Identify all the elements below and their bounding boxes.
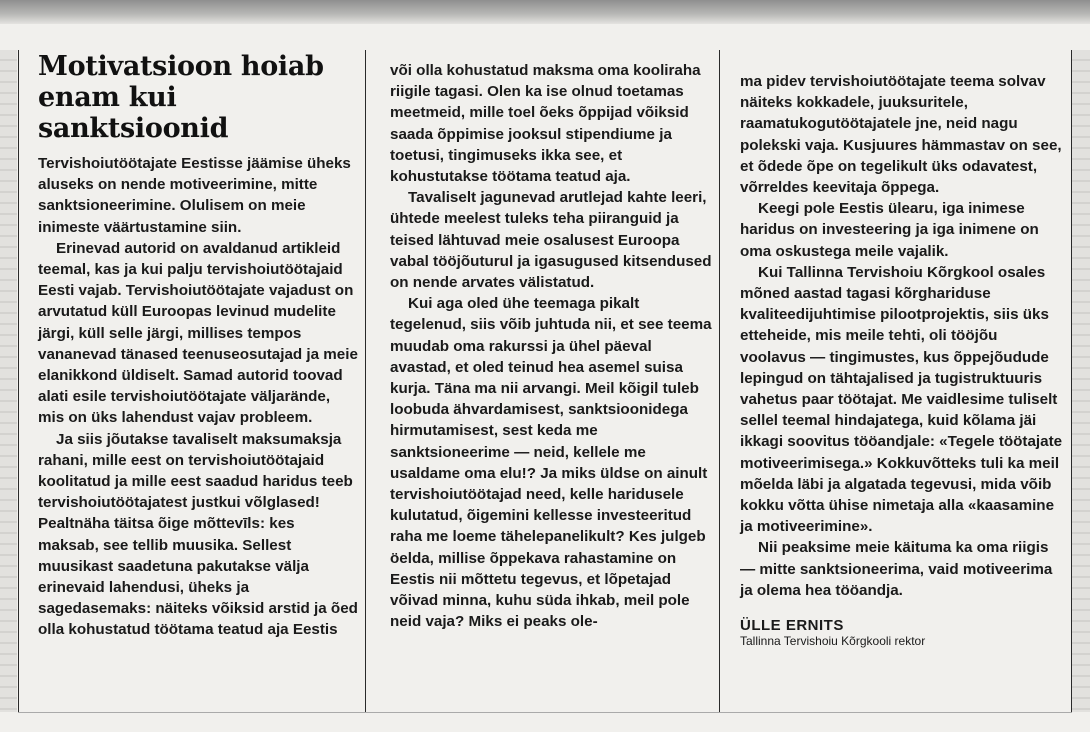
scan-top-band — [0, 0, 1090, 24]
body-paragraph: Erinevad autorid on avaldanud artikleid teemal, kas ja kui palju tervishoiutöötajaid Eesti vajab. Tervishoiutöötajate vajadust on arvutatud küll Euroopas levinud mudelite järgi, küll selle järgi, millises tempos vananevad tänased teenuseosutajad ja meie elanikkond üldiselt. Samad autorid toovad alati esile tervishoiutöötajate väljarände, mis on üks lahendust vajav probleem. — [38, 239, 358, 427]
author-name: ÜLLE ERNITS — [740, 617, 844, 635]
body-paragraph: Kui Tallinna Tervishoiu Kõrgkool osales mõned aastad tagasi kõrghariduse kvaliteedijuhtimise pilootprojektis, siis üks etteheide, mis meile tehti, oli tööjõu voolavus — tingimustes, kus õppejõudude lepingud on tähtajalised ja tugistruktuuris vahetus paar töötajat. Me vaidlesime tuliselt sellel teemal hindajatega, kuid kõlama jäi ikkagi soovitus tööandjale: «Tegele töötajate motiveerimisega.» Kokkuvõtteks tuli ka meil mõelda läbi ja algatada tegevusi, mida võib kokku võtta ühise nimetaja alla «kaasamine ja motiveerimine». — [740, 263, 1063, 536]
body-paragraph: Nii peaksime meie käituma ka oma riigis — mitte sanktsioneerima, vaid motiveerima ja olema hea tööandja. — [740, 539, 1053, 599]
column-rule — [18, 50, 19, 712]
article-column-2 — [390, 60, 712, 632]
article-column-1 — [38, 51, 358, 641]
article-column-3 — [740, 71, 1066, 649]
adjacent-article-edge-left — [0, 50, 17, 712]
body-paragraph: Tavaliselt jagunevad arutlejad kahte leeri, ühtede meelest tuleks teha piiranguid ja teised lähtuvad meie osalusest Euroopa vabal tööjõuturul ja igasugused kitsendused on nende arvates välistatud. — [390, 189, 712, 292]
adjacent-article-edge-right — [1072, 50, 1090, 712]
column-rule — [1071, 50, 1072, 712]
column-rule — [719, 50, 720, 712]
bottom-rule — [18, 712, 1072, 713]
newspaper-clipping — [0, 24, 1090, 732]
body-paragraph: Kui aga oled ühe teemaga pikalt tegelenud, siis võib juhtuda nii, et see teema muudab oma rakurssi ja ühel päeval avastad, et oled teinud hea asemel suisa kurja. Täna ma nii arvangi. Meil kõigil tuleb loobuda ähvardamisest, sanktsioonidega hirmutamisest, sest keda me sanktsioneerime — neid, kellele me usaldame oma elu!? Ja miks üldse on ainult tervishoiutöötajad need, kelle haridusele kulutatud, õigemini kellesse investeeritud raha me loeme tähelepanelikult? Kes julgeb öelda, millise õppekava rahastamine on Eestis nii mõttetu tegevus, et lõpetajad võivad minna, kuhu süda ihkab, meil pole neid vaja? Miks ei peaks ole- — [390, 295, 712, 631]
body-paragraph: ma pidev tervishoiutöötajate teema solvav näiteks kokkadele, juuksuritele, raamatukogutöötajatele jne, neid nagu polekski vaja. Kusjuures hämmastav on see, et õdede õpe on tegelikult üks odavatest, võrreldes keevitaja õppega. — [740, 73, 1062, 197]
lead-paragraph: Tervishoiutöötajate Eestisse jäämise üheks aluseks on nende motiveerimine, mitte sanktsioneerimine. Olulisem on meie inimeste väärtustamine siin. — [38, 155, 351, 236]
body-paragraph: Keegi pole Eestis ülearu, iga inimese haridus on investeering ja iga inimene on oma oskustega meile vajalik. — [740, 200, 1039, 260]
author-role: Tallinna Tervishoiu Kõrgkooli rektor — [740, 634, 926, 649]
body-paragraph: Ja siis jõutakse tavaliselt maksumaksja rahani, mille eest on tervishoiutöötajaid koolitatud ja mille eest saadud haridus teeb tervishoiutöötajatest justkui võlglased! Pealtnäha täitsa õige mõttevīls: kes maksab, see tellib muusika. Sellest muusikast saadetuna pakutakse välja erinevaid lahendusi, üheks ja sagedasemaks: näiteks võiksid arstid ja õed olla kohustatud töötama teatud aja Eestis — [38, 430, 358, 639]
body-paragraph: või olla kohustatud maksma oma kooliraha riigile tagasi. Olen ka ise olnud toetamas meetmeid, mille toel õeks õppijad võiksid saada õppimise jooksul stipendiume ja toetusi, tingimuseks ikka see, et kohustutakse töötama teatud aja. — [390, 62, 701, 186]
article-headline: Motivatsioon hoiab enam kui sanktsioonid — [38, 51, 324, 144]
column-rule — [365, 50, 366, 712]
